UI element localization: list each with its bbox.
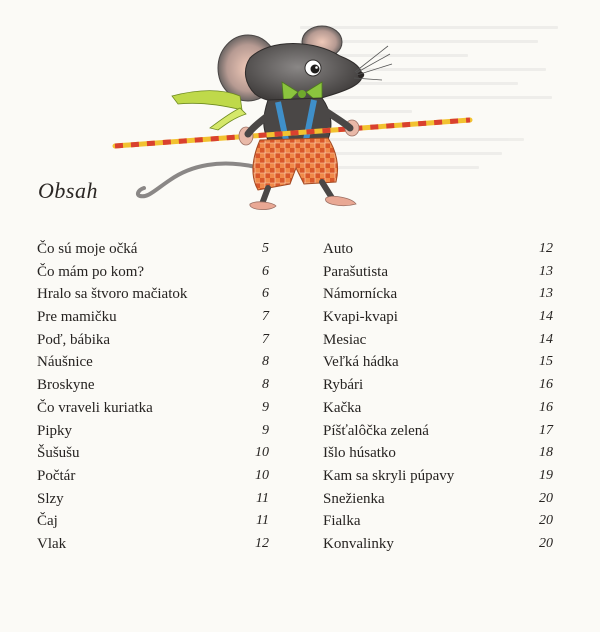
page-title: Obsah	[38, 178, 98, 203]
toc-entry-title: Fialka	[323, 513, 361, 530]
toc-entry-page: 19	[539, 467, 553, 483]
toc-entry	[323, 510, 553, 533]
toc-entry-page: 16	[539, 399, 553, 415]
toc-entry-title: Išlo húsatko	[323, 445, 396, 462]
toc-entry-title: Čo sú moje očká	[37, 241, 138, 257]
toc-entry-title: Čo vraveli kuriatka	[37, 399, 153, 416]
toc-entry-title: Čo mám po kom?	[37, 263, 145, 280]
toc-entry-page: 12	[539, 241, 553, 256]
toc-entry	[37, 238, 269, 261]
toc-entry-page: 11	[256, 490, 269, 506]
scarf	[172, 91, 242, 110]
toc-entry-title: Píšťalôčka zelená	[323, 422, 429, 439]
mouse-tightrope-illustration	[100, 18, 480, 218]
toc-entry	[323, 374, 553, 397]
toc-entry-page: 13	[539, 286, 553, 302]
toc-entry-title: Hralo sa štvoro mačiatok	[37, 286, 188, 303]
toc-entry-page: 14	[539, 309, 553, 325]
toc-entry-title: Pre mamičku	[37, 309, 117, 326]
toc-entry-page: 15	[539, 354, 553, 370]
toc-entry-title: Konvalinky	[323, 535, 394, 552]
toc-entry-title: Veľká hádka	[323, 354, 399, 371]
toc-entry-title: Slzy	[37, 490, 64, 507]
toc-entry-title: Poď, bábika	[37, 331, 111, 348]
toc-entry-title: Počtár	[37, 467, 76, 484]
toc-entry-page: 16	[539, 377, 553, 393]
toc-entry-page: 9	[262, 422, 269, 438]
toc-entry-title: Pipky	[37, 422, 73, 439]
toc-entry	[323, 283, 553, 306]
toc-entry	[323, 488, 553, 511]
toc-entry-page: 12	[255, 535, 269, 551]
mouse-foot-left	[250, 202, 276, 210]
toc-entry	[323, 261, 553, 284]
mouse-tail	[138, 164, 260, 197]
toc-entry	[37, 442, 269, 465]
toc-entry-page: 18	[539, 445, 553, 461]
toc-entry-page: 17	[539, 422, 553, 438]
toc-entry-title: Kam sa skryli púpavy	[323, 467, 455, 484]
toc-entry	[37, 306, 269, 329]
toc-entry	[37, 374, 269, 397]
toc-entry-page: 7	[262, 331, 269, 347]
toc-entry	[37, 397, 269, 420]
toc-entry	[37, 465, 269, 488]
toc-entry-title: Náušnice	[37, 354, 93, 371]
mouse-body	[264, 98, 331, 144]
toc-entry	[323, 442, 553, 465]
toc-entry-page: 20	[539, 535, 553, 551]
toc-entry	[37, 329, 269, 352]
toc-entry-page: 10	[255, 467, 269, 483]
toc-entry	[37, 488, 269, 511]
toc-entry	[37, 533, 269, 556]
toc-entry-page: 11	[256, 513, 269, 529]
toc-entry-title: Čaj	[37, 513, 58, 530]
toc-entry-title: Mesiac	[323, 331, 367, 348]
toc-column-right	[323, 238, 553, 556]
mouse-foot-right	[325, 196, 356, 205]
toc-entry	[37, 420, 269, 443]
toc-entry-page: 8	[262, 354, 269, 370]
toc-entry	[37, 510, 269, 533]
toc-entry	[323, 465, 553, 488]
toc-entry-title: Broskyne	[37, 377, 95, 394]
toc-entry-page: 20	[539, 513, 553, 529]
toc-entry	[323, 420, 553, 443]
toc-entry-page: 13	[539, 263, 553, 279]
toc-entry	[37, 261, 269, 284]
toc-entry-title: Kačka	[323, 399, 362, 416]
toc-entry	[323, 329, 553, 352]
toc-column-left	[37, 238, 269, 556]
toc-entry-title: Vlak	[37, 535, 67, 552]
toc-entry	[323, 351, 553, 374]
toc-entry	[323, 238, 553, 261]
toc-entry-page: 10	[255, 445, 269, 461]
toc-entry-page: 8	[262, 377, 269, 393]
toc-entry-title: Parašutista	[323, 263, 388, 280]
toc-entry-title: Šušušu	[37, 445, 80, 462]
toc-entry	[323, 306, 553, 329]
toc-entry-page: 20	[539, 490, 553, 506]
toc-entry-title: Námornícka	[323, 286, 398, 303]
toc-entry	[37, 351, 269, 374]
toc-entry-title: Snežienka	[323, 490, 385, 507]
toc-entry-page: 9	[262, 399, 269, 415]
toc-entry	[37, 283, 269, 306]
toc-entry-page: 5	[262, 241, 269, 256]
toc-entry-page: 6	[262, 286, 269, 302]
toc-entry-title: Rybári	[323, 377, 364, 394]
toc-entry-page: 7	[262, 309, 269, 325]
toc-entry-page: 6	[262, 263, 269, 279]
toc-entry-title: Auto	[323, 241, 353, 257]
toc-entry-title: Kvapi-kvapi	[323, 309, 398, 326]
toc-entry-page: 14	[539, 331, 553, 347]
toc-entry	[323, 397, 553, 420]
toc-entry	[323, 533, 553, 556]
